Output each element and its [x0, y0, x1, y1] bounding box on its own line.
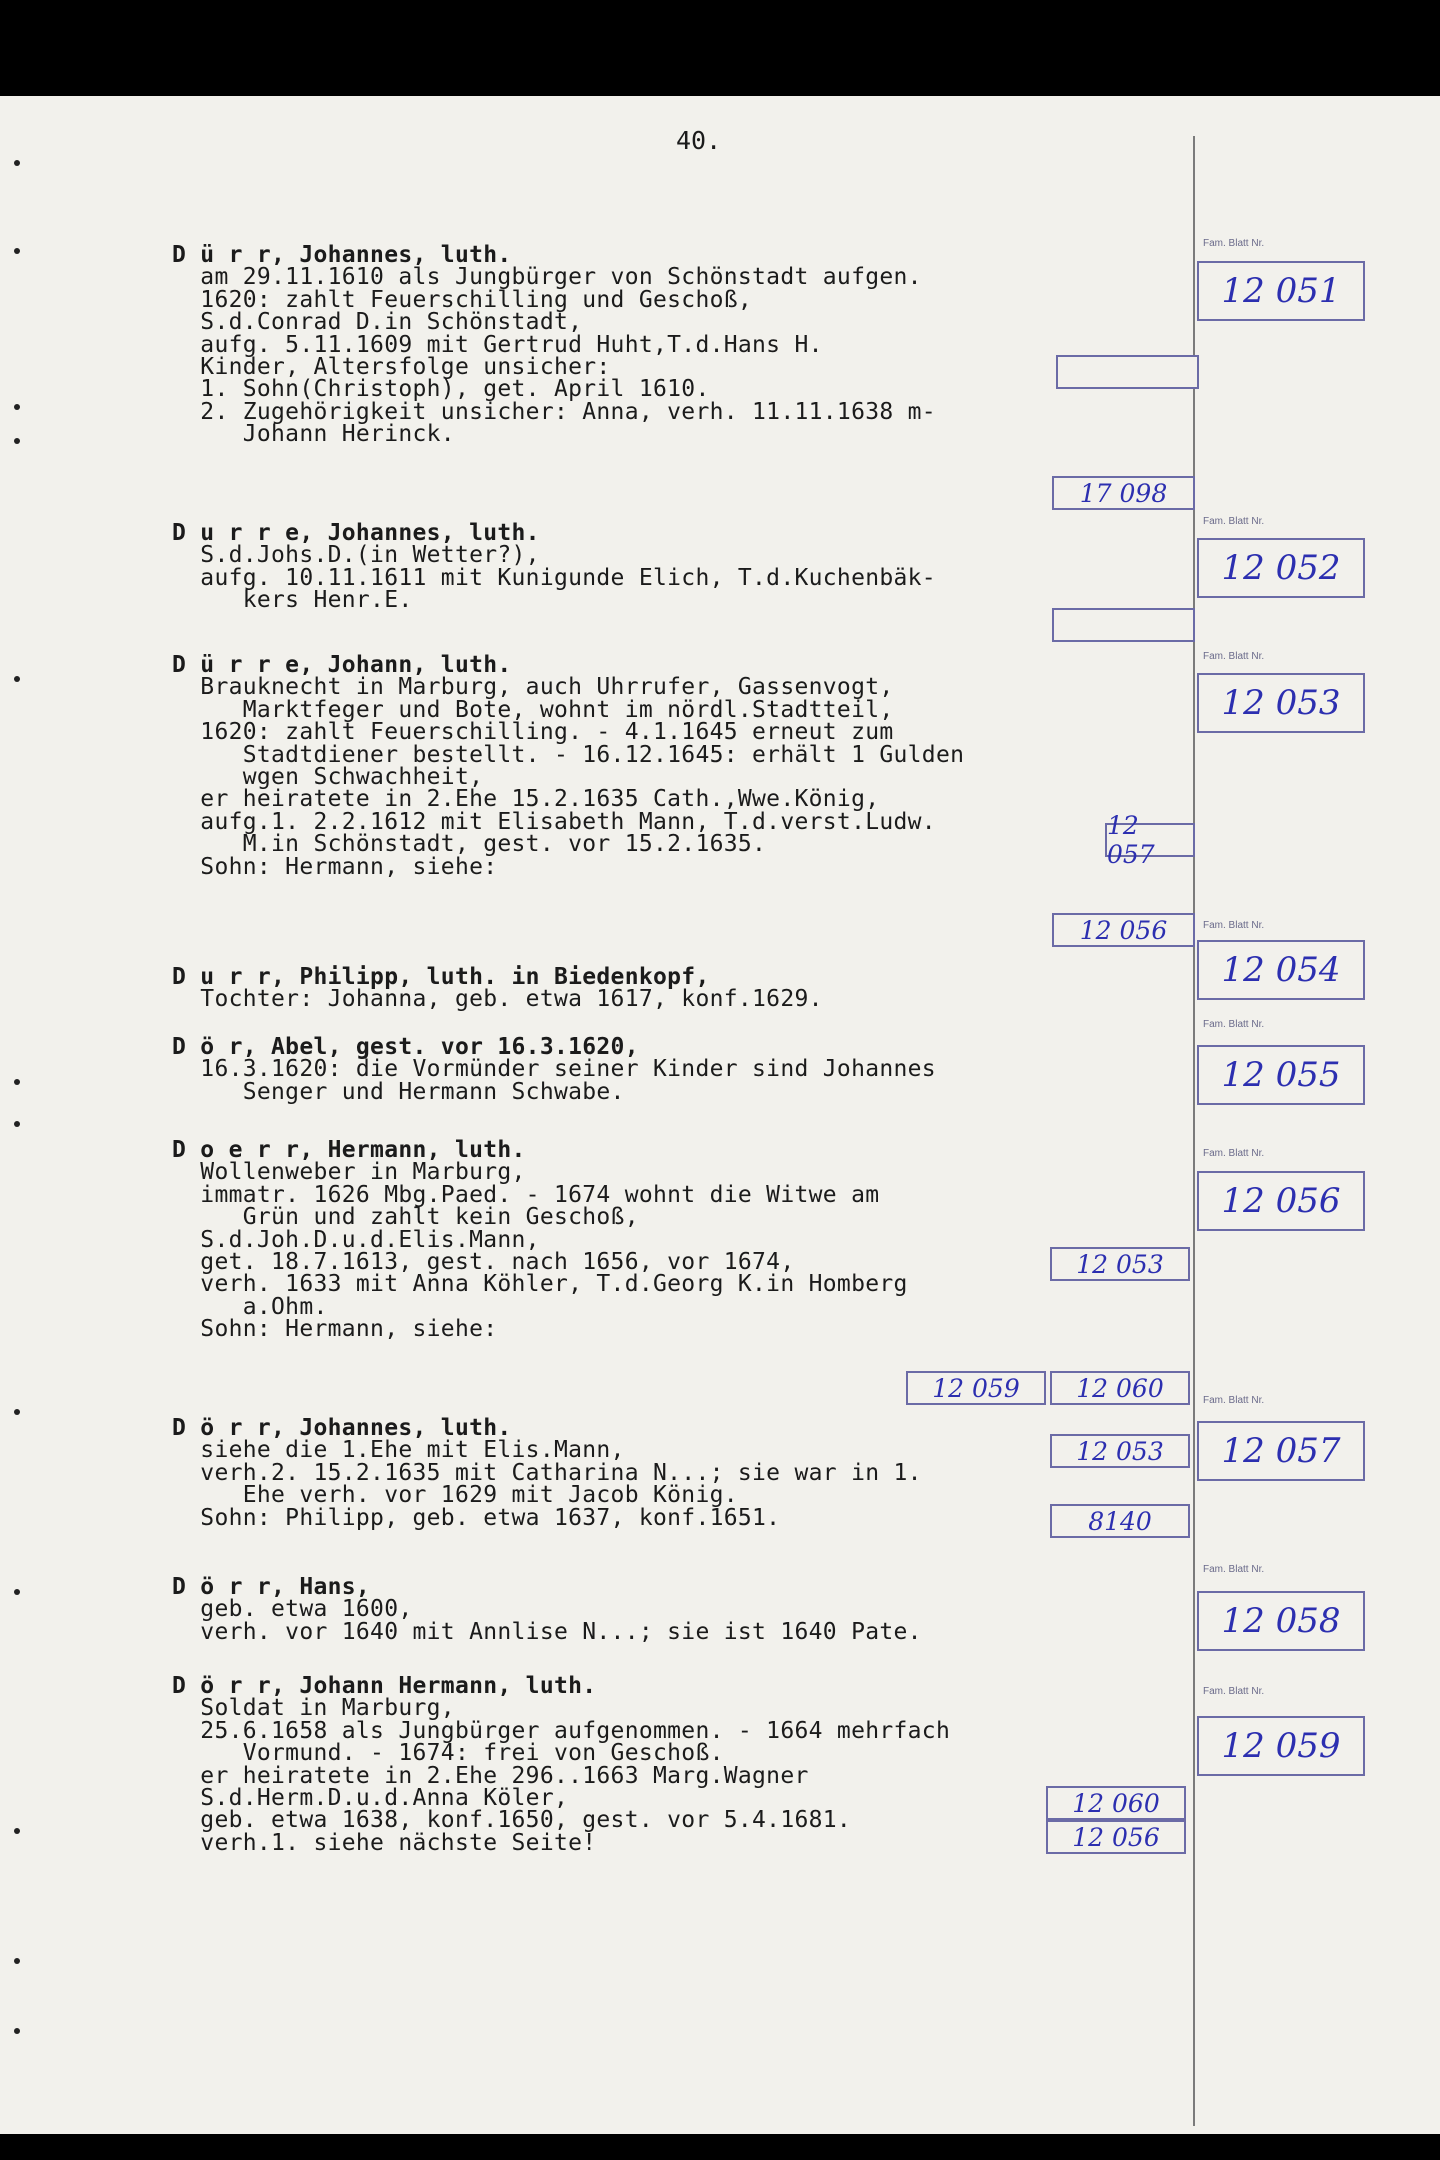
fam-label: Fam. Blatt Nr.	[1203, 238, 1265, 249]
entry-durr-philipp	[172, 966, 823, 1011]
entry-line: er heiratete in 2.Ehe 15.2.1635 Cath.,Wwe.König,	[172, 786, 880, 813]
fam-number-box: 12 055	[1197, 1045, 1365, 1105]
fam-number-box: 12 058	[1197, 1591, 1365, 1651]
punch-hole	[14, 160, 20, 166]
entry-line: siehe die 1.Ehe mit Elis.Mann,	[172, 1437, 625, 1464]
punch-hole	[14, 1121, 20, 1127]
punch-hole	[14, 1589, 20, 1595]
entry-heading: D o e r r, Hermann, luth.	[172, 1137, 526, 1163]
punch-hole	[14, 676, 20, 682]
entry-line: aufg.1. 2.2.1612 mit Elisabeth Mann, T.d.verst.Ludw.	[172, 808, 936, 835]
fam-label: Fam. Blatt Nr.	[1203, 1564, 1265, 1575]
entry-heading: D ü r r e, Johann, luth.	[172, 652, 512, 678]
entry-line: S.d.Conrad D.in Schönstadt,	[172, 309, 583, 336]
entry-line: Marktfeger und Bote, wohnt im nördl.Stadtteil,	[172, 696, 894, 723]
entry-line: S.d.Johs.D.(in Wetter?),	[172, 542, 540, 569]
entry-doerr-johann-hermann	[172, 1675, 950, 1854]
entry-line: Johann Herinck.	[172, 421, 455, 448]
entry-line: Sohn: Philipp, geb. etwa 1637, konf.1651.	[172, 1504, 781, 1531]
entry-line: aufg. 10.11.1611 mit Kunigunde Elich, T.d.Kuchenbäk-	[172, 564, 936, 591]
entry-line: Tochter: Johanna, geb. etwa 1617, konf.1629.	[172, 986, 823, 1013]
entry-heading: D ö r r, Johann Hermann, luth.	[172, 1673, 597, 1699]
entry-line: verh. vor 1640 mit Annlise N...; sie ist 1640 Pate.	[172, 1618, 922, 1645]
reference-box: 8140	[1050, 1504, 1190, 1538]
fam-label: Fam. Blatt Nr.	[1203, 920, 1265, 931]
entry-doer-abel	[172, 1036, 936, 1103]
entry-line: S.d.Herm.D.u.d.Anna Köler,	[172, 1785, 569, 1812]
entry-heading: D ü r r, Johannes, luth.	[172, 242, 512, 268]
reference-box: 17 098	[1052, 476, 1195, 510]
entry-durre-johannes	[172, 522, 936, 612]
fam-number-box: 12 056	[1197, 1171, 1365, 1231]
fam-number-box: 12 057	[1197, 1421, 1365, 1481]
entry-line: Senger und Hermann Schwabe.	[172, 1078, 625, 1105]
entry-line: S.d.Joh.D.u.d.Elis.Mann,	[172, 1226, 540, 1253]
reference-box: 12 059	[906, 1371, 1046, 1405]
entry-line: 1620: zahlt Feuerschilling und Geschoß,	[172, 286, 753, 313]
reference-box: 12 053	[1050, 1434, 1190, 1468]
entry-line: kers Henr.E.	[172, 587, 413, 614]
entry-line: geb. etwa 1638, konf.1650, gest. vor 5.4.1681.	[172, 1807, 852, 1834]
punch-hole	[14, 1828, 20, 1834]
entry-doerr-hermann	[172, 1139, 908, 1341]
entry-heading: D ö r, Abel, gest. vor 16.3.1620,	[172, 1034, 639, 1060]
entry-line: Soldat in Marburg,	[172, 1695, 455, 1722]
entry-line: wgen Schwachheit,	[172, 764, 484, 791]
entry-line: Grün und zahlt kein Geschoß,	[172, 1204, 639, 1231]
entry-line: 25.6.1658 als Jungbürger aufgenommen. - 1664 mehrfach	[172, 1717, 951, 1744]
reference-box: 12 056	[1046, 1820, 1186, 1854]
entry-line: verh.2. 15.2.1635 mit Catharina N...; sie war in 1.	[172, 1459, 922, 1486]
fam-number-box: 12 053	[1197, 673, 1365, 733]
punch-hole	[14, 1958, 20, 1964]
entry-heading: D ö r r, Johannes, luth.	[172, 1415, 512, 1441]
entry-line: a.Ohm.	[172, 1293, 328, 1320]
entry-doerr-johannes	[172, 1417, 922, 1529]
fam-label: Fam. Blatt Nr.	[1203, 1686, 1265, 1697]
entry-heading: D u r r e, Johannes, luth.	[172, 520, 540, 546]
reference-box: 12 060	[1050, 1371, 1190, 1405]
reference-box: 12 060	[1046, 1786, 1186, 1820]
punch-hole	[14, 1409, 20, 1415]
punch-hole	[14, 248, 20, 254]
entry-line: M.in Schönstadt, gest. vor 15.2.1635.	[172, 831, 767, 858]
entry-line: Stadtdiener bestellt. - 16.12.1645: erhält 1 Gulden	[172, 741, 965, 768]
entry-line: Brauknecht in Marburg, auch Uhrrufer, Gassenvogt,	[172, 674, 894, 701]
fam-label: Fam. Blatt Nr.	[1203, 1148, 1265, 1159]
fam-number-box: 12 052	[1197, 538, 1365, 598]
fam-label: Fam. Blatt Nr.	[1203, 516, 1265, 527]
fam-number-box: 12 059	[1197, 1716, 1365, 1776]
entry-duerr-johannes	[172, 244, 936, 446]
reference-box: 12 053	[1050, 1247, 1190, 1281]
punch-hole	[14, 1079, 20, 1085]
entry-line: Sohn: Hermann, siehe:	[172, 853, 498, 880]
entry-duerre-johann	[172, 654, 964, 878]
fam-label: Fam. Blatt Nr.	[1203, 1395, 1265, 1406]
entry-line: get. 18.7.1613, gest. nach 1656, vor 1674,	[172, 1249, 795, 1276]
entry-line: 1. Sohn(Christoph), get. April 1610.	[172, 376, 710, 403]
entry-line: am 29.11.1610 als Jungbürger von Schönstadt aufgen.	[172, 264, 922, 291]
entry-line: Vormund. - 1674: frei von Geschoß.	[172, 1740, 724, 1767]
fam-number-box: 12 054	[1197, 940, 1365, 1000]
margin-rule	[1193, 136, 1195, 2126]
entry-line: geb. etwa 1600,	[172, 1596, 413, 1623]
reference-box: 12 057	[1105, 823, 1195, 857]
punch-hole	[14, 438, 20, 444]
entry-line: verh. 1633 mit Anna Köhler, T.d.Georg K.in Homberg	[172, 1271, 908, 1298]
punch-hole	[14, 2028, 20, 2034]
fam-label: Fam. Blatt Nr.	[1203, 1019, 1265, 1030]
reference-box	[1056, 355, 1199, 389]
entry-line: immatr. 1626 Mbg.Paed. - 1674 wohnt die Witwe am	[172, 1181, 880, 1208]
entry-line: Sohn: Hermann, siehe:	[172, 1316, 498, 1343]
entry-line: er heiratete in 2.Ehe 296..1663 Marg.Wagner	[172, 1762, 809, 1789]
fam-label: Fam. Blatt Nr.	[1203, 651, 1265, 662]
reference-box: 12 056	[1052, 913, 1195, 947]
entry-doerr-hans	[172, 1576, 922, 1643]
entry-line: 1620: zahlt Feuerschilling. - 4.1.1645 erneut zum	[172, 719, 894, 746]
entry-line: 16.3.1620: die Vormünder seiner Kinder sind Johannes	[172, 1056, 936, 1083]
entry-line: Kinder, Altersfolge unsicher:	[172, 354, 611, 381]
entry-line: verh.1. siehe nächste Seite!	[172, 1829, 597, 1856]
entry-line: Wollenweber in Marburg,	[172, 1159, 526, 1186]
entry-line: aufg. 5.11.1609 mit Gertrud Huht,T.d.Hans H.	[172, 331, 823, 358]
entry-line: 2. Zugehörigkeit unsicher: Anna, verh. 11.11.1638 m-	[172, 398, 936, 425]
entry-line: Ehe verh. vor 1629 mit Jacob König.	[172, 1482, 738, 1509]
entry-heading: D ö r r, Hans,	[172, 1574, 371, 1600]
reference-box	[1052, 608, 1195, 642]
punch-hole	[14, 404, 20, 410]
page-number: 40.	[676, 126, 722, 155]
entry-heading: D u r r, Philipp, luth. in Biedenkopf,	[172, 964, 710, 990]
fam-number-box: 12 051	[1197, 261, 1365, 321]
